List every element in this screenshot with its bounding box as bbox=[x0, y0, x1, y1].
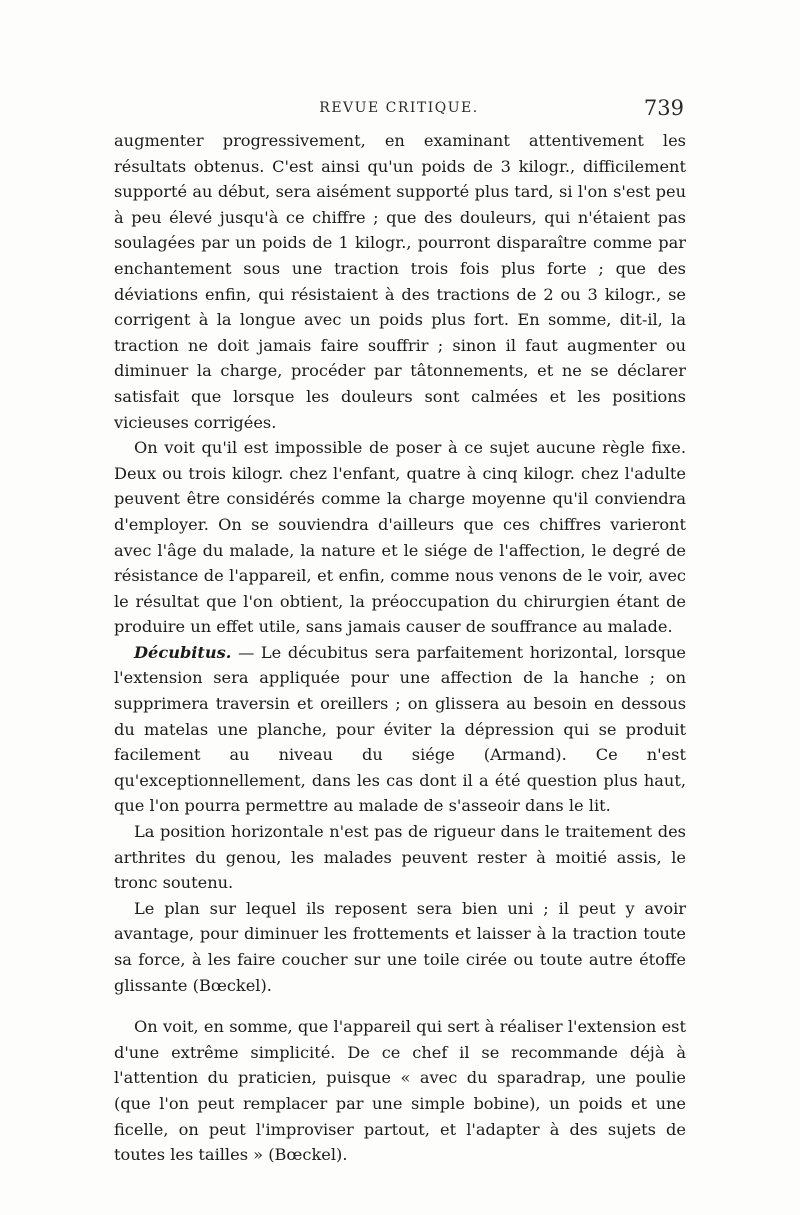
decubitus-text: — Le décubitus sera parfaitement horizontal, lorsque l'extension sera appliquée pour une affection de la hanche ; on supprimera traversin et oreillers ; on glissera au besoin en dessous du matelas une planche, pour éviter la dépression qui se produit facilement au niveau du siége (Armand). Ce n'est qu'exceptionnellement, dans les cas dont il a été question plus haut, que l'on pourra permettre au malade de s'asseoir dans le lit. bbox=[114, 642, 686, 816]
running-header bbox=[114, 96, 684, 126]
body-text bbox=[114, 128, 686, 1168]
paragraph-no-fixed-rule: On voit qu'il est impossible de poser à ce sujet aucune règle fixe. Deux ou trois kilogr. chez l'enfant, quatre à cinq kilogr. chez l'adulte peuvent être considérés comme la charge moyenne qu'il conviendra d'employer. On se souviendra d'ailleurs que ces chiffres varieront avec l'âge du malade, la nature et le siége de l'affection, le degré de résistance de l'appareil, et enfin, comme nous venons de le voir, avec le résultat que l'on obtient, la préoccupation du chirurgien étant de produire un effet utile, sans jamais causer de souffrance au malade. bbox=[114, 438, 686, 637]
paragraph-horizontal-position: La position horizontale n'est pas de rigueur dans le traitement des arthrites du genou, les malades peuvent rester à moitié assis, le tronc soutenu. bbox=[114, 822, 686, 893]
paragraph-traction-weight: augmenter progressivement, en examinant attentivement les résultats obtenus. C'est ainsi qu'un poids de 3 kilogr., difficilement supporté au début, sera aisément supporté plus tard, si l'on s'est peu à peu élevé jusqu'à ce chiffre ; que des douleurs, qui n'étaient pas soulagées par un poids de 1 kilogr., pourront disparaître comme par enchantement sous une traction trois fois plus forte ; que des déviations enfin, qui résistaient à des tractions de 2 ou 3 kilogr., se corrigent à la longue avec un poids plus fort. En somme, dit-il, la traction ne doit jamais faire souffrir ; sinon il faut augmenter ou diminuer la charge, procéder par tâtonnements, et ne se déclarer satisfait que lorsque les douleurs sont calmées et les positions vicieuses corrigées. bbox=[114, 131, 686, 432]
decubitus-heading: Décubitus. bbox=[134, 642, 232, 662]
paragraph-decubitus bbox=[114, 640, 686, 819]
paragraph-bed-plane: Le plan sur lequel ils reposent sera bien uni ; il peut y avoir avantage, pour diminuer les frottements et laisser à la traction toute sa force, à les faire coucher sur une toile cirée ou toute autre étoffe glissante (Bœckel). bbox=[114, 898, 686, 995]
running-title: REVUE CRITIQUE. bbox=[319, 100, 479, 116]
page-number: 739 bbox=[643, 96, 684, 120]
paragraph-simplicity: On voit, en somme, que l'appareil qui sert à réaliser l'extension est d'une extrême simplicité. De ce chef il se recommande déjà à l'attention du praticien, puisque « avec du sparadrap, une poulie (que l'on peut remplacer par une simple bobine), un poids et une ficelle, on peut l'improviser partout, et l'adapter à des sujets de toutes les tailles » (Bœckel). bbox=[114, 1017, 686, 1165]
